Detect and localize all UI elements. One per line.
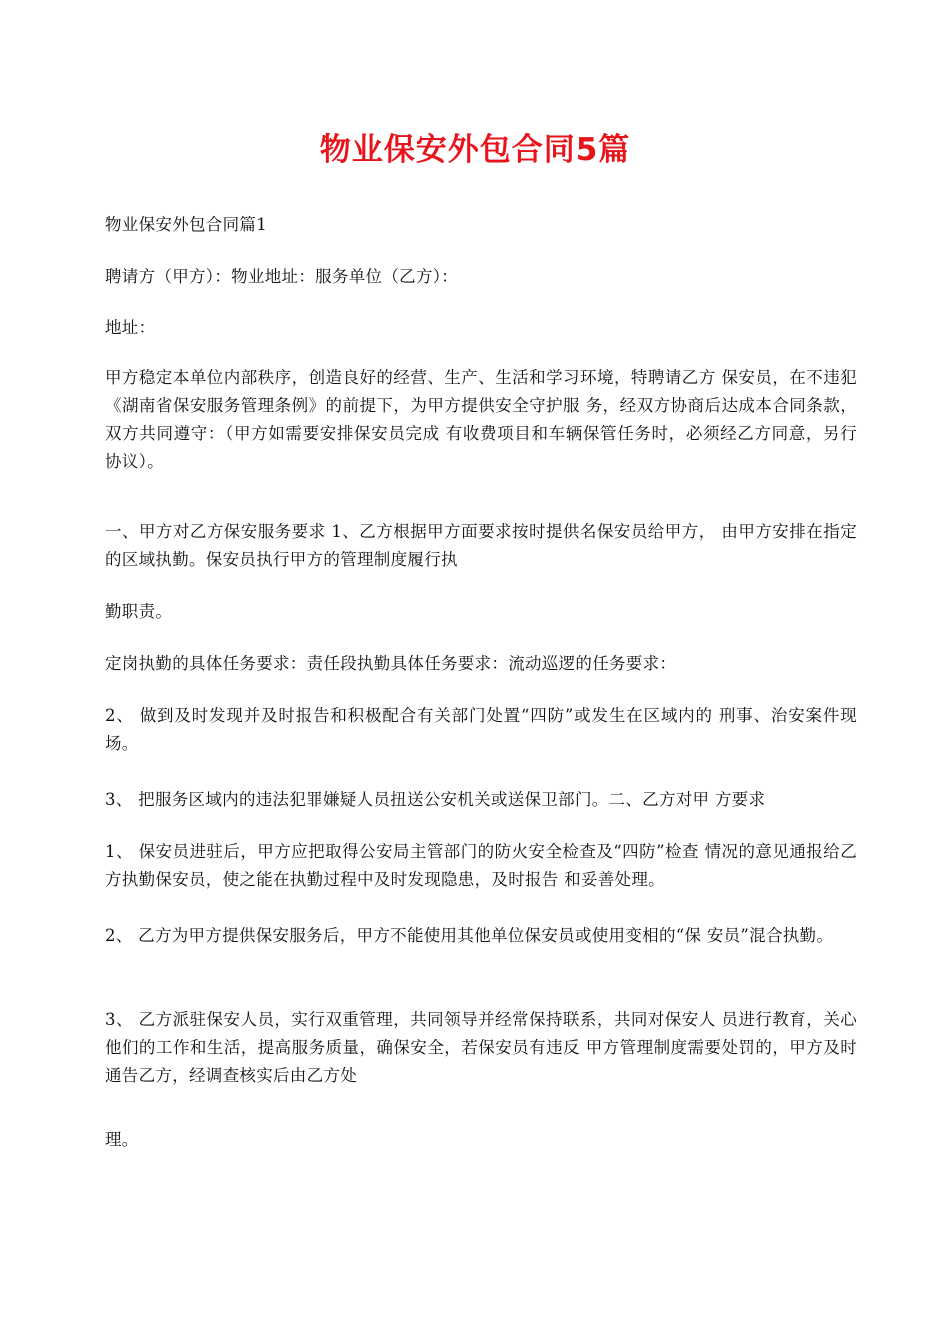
clause-paragraph: 一、甲方对乙方保安服务要求 1、乙方根据甲方面要求按时提供名保安员给甲方， 由甲方安排在指定的区域执勤。保安员执行甲方的管理制度履行执 xyxy=(105,522,857,569)
clause-paragraph: 3、 把服务区域内的违法犯罪嫌疑人员扭送公安机关或送保卫部门。二、乙方对甲 方要求 xyxy=(105,790,766,809)
clause-paragraph: 2、 做到及时发现并及时报告和积极配合有关部门处置“四防”或发生在区域内的 刑事、治安案件现场。 xyxy=(105,706,857,753)
preamble-paragraph: 甲方稳定本单位内部秩序，创造良好的经营、生产、生活和学习环境，特聘请乙方 保安员，在不违犯《湖南省保安服务管理条例》的前提下，为甲方提供安全守护服 务，经双方协商后达成本合同条款，双方共同遵守：（甲方如需要安排保安员完成 有收费项目和车辆保管任务时，必须经乙方同意，另行协议）。 xyxy=(105,368,857,471)
address-line: 地址： xyxy=(105,318,156,337)
clause-paragraph: 定岗执勤的具体任务要求：责任段执勤具体任务要求：流动巡逻的任务要求： xyxy=(105,654,677,673)
clause-paragraph: 2、 乙方为甲方提供保安服务后，甲方不能使用其他单位保安员或使用变相的“保 安员”混合执勤。 xyxy=(105,926,834,945)
clause-paragraph: 1、 保安员进驻后，甲方应把取得公安局主管部门的防火安全检查及“四防”检查 情况的意见通报给乙方执勤保安员，使之能在执勤过程中及时发现隐患，及时报告 和妥善处理。 xyxy=(105,842,857,889)
document-title: 物业保安外包合同5篇 xyxy=(319,132,631,168)
parties-line: 聘请方（甲方）：物业地址：服务单位（乙方）： xyxy=(105,267,459,286)
clause-paragraph: 勤职责。 xyxy=(105,602,173,621)
section-heading: 物业保安外包合同篇1 xyxy=(105,215,267,234)
clause-paragraph: 3、 乙方派驻保安人员，实行双重管理，共同领导并经常保持联系，共同对保安人 员进行教育，关心他们的工作和生活，提高服务质量，确保安全，若保安员有违反 甲方管理制度需要处罚的，甲方及时通告乙方，经调查核实后由乙方处 xyxy=(105,1010,857,1085)
clause-paragraph: 理。 xyxy=(105,1130,139,1149)
